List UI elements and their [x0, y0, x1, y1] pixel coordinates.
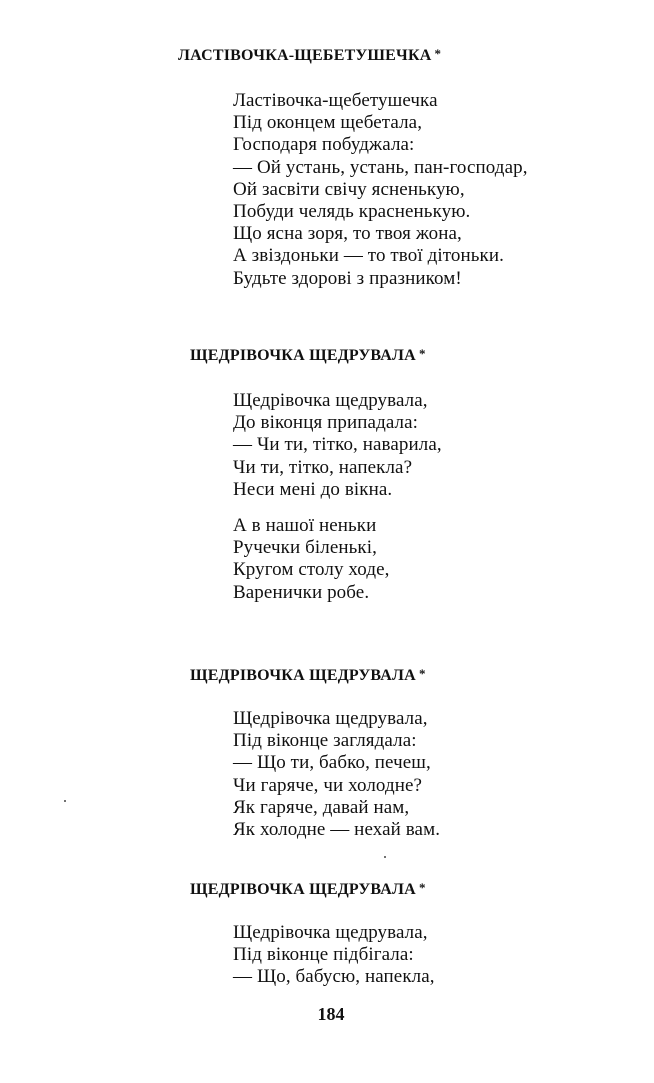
poem-title-text: ЛАСТІВОЧКА-ЩЕБЕТУШЕЧКА — [178, 47, 432, 64]
verse-line: Як гаряче, давай нам, — [233, 796, 410, 818]
verse-line: Щедрівочка щедрувала, — [233, 708, 428, 729]
verse-line: Що ясна зоря, то твоя жона, — [233, 223, 462, 245]
verse-line: Чи гаряче, чи холодне? — [233, 774, 423, 796]
verse-line: Щедрівочка щедрувала, — [233, 390, 428, 411]
footnote-marker: * — [434, 46, 442, 61]
stanza — [233, 90, 528, 290]
footnote-marker: * — [418, 346, 426, 361]
verse-line: Ластівочка-щебетушечка — [233, 90, 438, 111]
verse-line: Під віконце заглядала: — [233, 730, 417, 752]
poem-title-text: ЩЕДРІВОЧКА ЩЕДРУВАЛА — [190, 667, 416, 684]
verse-line: Кругом столу ходе, — [233, 559, 390, 581]
verse-line: Неси мені до вікна. — [233, 478, 393, 500]
scan-speck — [384, 856, 386, 858]
verse-line: До віконця припадала: — [233, 412, 419, 434]
footnote-marker: * — [418, 666, 426, 681]
verse-line: Побуди челядь красненькую. — [233, 201, 471, 223]
verse-line: Будьте здорові з празником! — [233, 267, 462, 289]
stanza — [233, 922, 435, 989]
footnote-marker: * — [418, 880, 426, 895]
verse-line: Під віконце підбігала: — [233, 944, 414, 966]
poem-title — [178, 44, 441, 66]
poem-title-text: ЩЕДРІВОЧКА ЩЕДРУВАЛА — [190, 881, 416, 898]
verse-line: Господаря побуджала: — [233, 134, 415, 156]
verse-line: Під оконцем щебетала, — [233, 112, 423, 134]
verse-line: Варенички робе. — [233, 581, 370, 603]
poem-title — [190, 344, 426, 366]
verse-line: Ручечки біленькі, — [233, 537, 377, 559]
verse-line: А в нашої неньки — [233, 515, 377, 536]
poem-title-text: ЩЕДРІВОЧКА ЩЕДРУВАЛА — [190, 347, 416, 364]
verse-line: — Чи ти, тітко, наварила, — [233, 434, 442, 456]
page-number: 184 — [317, 1004, 345, 1024]
stanza — [233, 515, 390, 604]
verse-line: — Ой устань, устань, пан-господар, — [233, 156, 528, 178]
poem-title — [190, 878, 426, 900]
verse-line: — Що, бабусю, напекла, — [233, 966, 435, 988]
verse-line: Ой засвіти свічу ясненькую, — [233, 178, 465, 200]
stanza — [233, 390, 442, 501]
verse-line: Щедрівочка щедрувала, — [233, 922, 428, 943]
stanza — [233, 708, 440, 841]
verse-line: Як холодне — нехай вам. — [233, 819, 441, 841]
scan-speck — [64, 800, 66, 802]
verse-line: Чи ти, тітко, напекла? — [233, 456, 413, 478]
verse-line: — Що ти, бабко, печеш, — [233, 752, 431, 774]
verse-line: А звіздоньки — то твої дітоньки. — [233, 245, 504, 267]
poem-title — [190, 664, 426, 686]
